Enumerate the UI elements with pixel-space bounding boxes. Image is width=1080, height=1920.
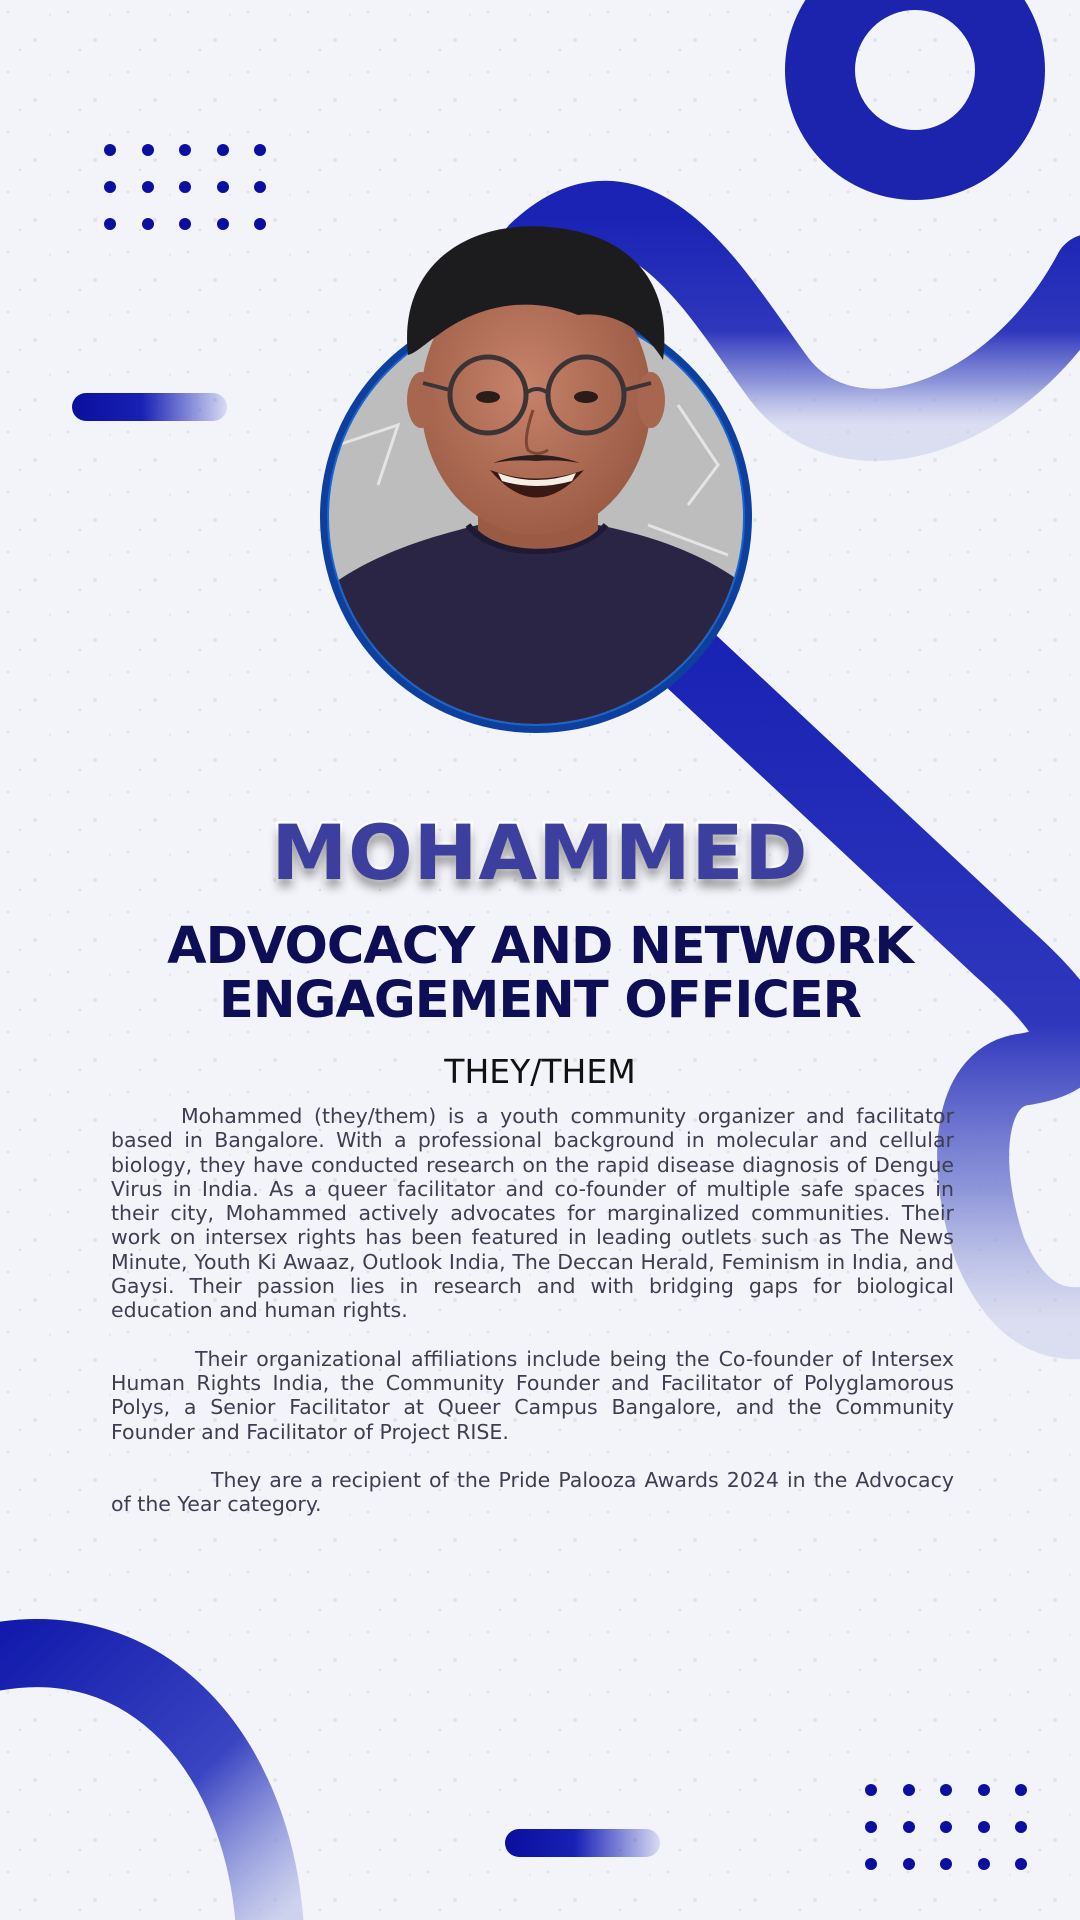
portrait	[318, 225, 754, 735]
gradient-pill-bottom	[505, 1829, 660, 1857]
gradient-pill-left	[72, 393, 227, 421]
pronouns: THEY/THEM	[444, 1052, 636, 1091]
person-name: MOHAMMED	[271, 808, 809, 897]
person-portrait-icon	[318, 225, 754, 735]
bio-paragraph-3: They are a recipient of the Pride Palooza Awards 2024 in the Advocacy of the Year category.	[111, 1467, 954, 1517]
job-title	[150, 917, 930, 1030]
job-title-line-2: ENGAGEMENT OFFICER	[219, 971, 861, 1030]
bio-paragraph-2: Their organizational affiliations include being the Co-founder of Intersex Human Rights India, the Community Founder and Facilitator of Polyglamorous Polys, a Senior Facilitator at Queer Campus Bangalore, and the Community Founder and Facilitator of Project RISE.	[111, 1346, 954, 1444]
job-title-line-1: ADVOCACY AND NETWORK	[167, 917, 913, 976]
biography	[111, 1104, 954, 1540]
bio-paragraph-1: Mohammed (they/them) is a youth community organizer and facilitator based in Bangalore. With a professional background in molecular and cellular biology, they have conducted research on the rapid disease diagnosis of Dengue Virus in India. As a queer facilitator and co-founder of multiple safe spaces in their city, Mohammed actively advocates for marginalized communities. Their work on intersex rights has been featured in leading outlets such as The News Minute, Youth Ki Awaaz, Outlook India, The Deccan Herald, Feminism in India, and Gaysi. Their passion lies in research and with bridging gaps for biological education and human rights.	[111, 1104, 954, 1323]
dot-grid-top-left	[104, 144, 266, 230]
dot-grid-bottom-right	[865, 1784, 1027, 1870]
